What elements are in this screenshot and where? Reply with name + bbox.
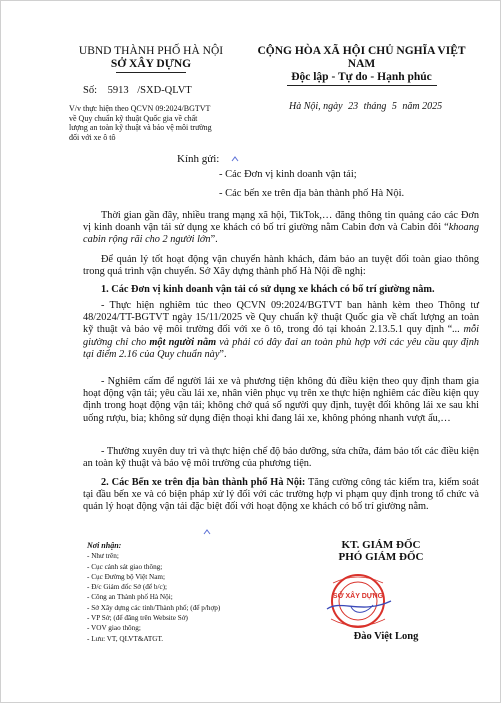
subject-line: về Quy chuẩn kỹ thuật Quốc gia về chất	[69, 113, 198, 123]
section-1-title: 1. Các Đơn vị kinh doanh vận tải có sử dụng xe khách có bố trí giường nằm.	[101, 284, 435, 295]
footer-recipient: - Cục cảnh sát giao thông;	[87, 562, 163, 571]
doc-number-label: Số:	[83, 85, 98, 96]
org-city: UBND THÀNH PHỐ HÀ NỘI	[78, 45, 224, 57]
recipients-footer	[87, 541, 287, 644]
signature-title: KT. GIÁM ĐỐC	[341, 539, 421, 551]
issuing-organization	[61, 45, 241, 73]
section-1-paragraph: - Nghiêm cấm để người lái xe và phương tiện không đủ điều kiện theo quy định tham gia hoạt động vận tải; yêu cầu lái xe, nhân viên phục vụ trên xe thực hiện nghiêm các điều kiện quy định trong hoạt động vận tải; không chở quá số người quy định, tuyệt đối không lái xe sau khi uống rượu, bia; không sử dụng điện thoại khi đang lái xe, không phóng nhanh vượt ẩu,…	[83, 376, 479, 424]
recipients-footer-label: Nơi nhận:	[87, 541, 122, 550]
date-place: Hà Nội, ngày	[289, 101, 343, 112]
recipient-item: - Các bến xe trên địa bàn thành phố Hà Nội.	[219, 188, 405, 199]
date-day: 23	[348, 101, 359, 112]
footer-recipient: - VP Sở; (để đăng trên Website Sở)	[87, 614, 188, 623]
doc-number-value: 5913	[107, 85, 129, 96]
body-paragraph-intro: Thời gian gần đây, nhiều trang mạng xã hội, TikTok,… đăng thông tin quảng cáo các Đơn vị kinh doanh vận tải sử dụng xe khách có bố trí giường nằm Cabin đơn và Cabin đôi “khoang cabin rộng rãi cho 2 người lớn”.	[83, 210, 479, 246]
subject-line: đối với xe ô tô	[69, 132, 116, 142]
org-department: SỞ XÂY DỰNG	[110, 58, 192, 70]
signer-name: Đào Việt Long	[353, 631, 419, 642]
annotation-mark-icon	[203, 528, 211, 536]
footer-recipient: - Cục Đường bộ Việt Nam;	[87, 572, 165, 581]
motto-underline	[287, 85, 437, 86]
signature-block	[301, 539, 461, 563]
org-underline	[116, 72, 186, 73]
recipients-label: Kính gửi:	[177, 153, 220, 165]
emphasis-text: một người nằm	[149, 336, 217, 348]
subject-line: V/v thực hiện theo QCVN 09:2024/BGTVT	[69, 104, 211, 113]
section-1-paragraph: - Thực hiện nghiêm túc theo QCVN 09:2024/BGTVT ban hành kèm theo Thông tư 48/2024/TT-BGTVT ngày 15/11/2025 về Quy chuẩn kỹ thuật Quốc gia về chất lượng an toàn kỹ thuật và bảo vệ môi trường đối với xe ô tô, trong đó tại khoản 2.13.5.1 quy định “... mỗi giường chỉ cho một người nằm và phải có dây đai an toàn phù hợp với các yêu cầu quy định tại điểm 2.16 của Quy chuẩn này”.	[83, 300, 479, 360]
document-date	[289, 101, 442, 112]
nation-motto: Độc lập - Tự do - Hạnh phúc	[291, 71, 432, 83]
footer-recipient: - Công an Thành phố Hà Nội;	[87, 593, 173, 602]
doc-number-suffix: /SXD-QLVT	[137, 85, 192, 96]
date-month-label: tháng	[363, 101, 387, 112]
footer-recipient: - Đ/c Giám đốc Sở (để b/c);	[87, 583, 168, 592]
body-paragraph-request: Để quản lý tốt hoạt động vận chuyển hành khách, đảm bảo an tuyệt đối toàn giao thông trong quá trình vận chuyển. Sở Xây dựng thành phố Hà Nội đề nghị:	[83, 254, 479, 278]
subject-line: lượng an toàn kỹ thuật và bảo vệ môi trường	[69, 123, 212, 132]
official-stamp-icon	[321, 571, 395, 631]
quote-text: khoang cabin rộng rãi cho 2 người lớn	[83, 222, 479, 246]
footer-recipient: - Như trên;	[87, 552, 119, 561]
footer-recipient: - Sở Xây dựng các tỉnh/Thành phố; (để p/hợp)	[87, 603, 221, 612]
document-number	[83, 85, 192, 96]
date-month: 5	[391, 101, 397, 112]
stamp-text: SỞ XÂY DỰNG	[332, 593, 384, 600]
annotation-mark-icon	[231, 155, 239, 163]
section-2-title: 2. Các Bến xe trên địa bàn thành phố Hà Nội:	[101, 477, 306, 488]
nation-name: CỘNG HÒA XÃ HỘI CHỦ NGHĨA VIỆT NAM	[257, 45, 466, 70]
date-year: năm 2025	[402, 101, 443, 112]
signature-position: PHÓ GIÁM ĐỐC	[338, 551, 424, 563]
recipient-item: - Các Đơn vị kinh doanh vận tải;	[219, 169, 357, 180]
section-2-paragraph: 2. Các Bến xe trên địa bàn thành phố Hà Nội: Tăng cường công tác kiểm tra, kiểm soát tại đầu bến xe và có biện pháp xử lý đối với các trường hợp vi phạm quy định trong tổ chức và quản lý hoạt động vận tải đặc biệt đối với hoạt động xe khách có bố trí giường nằm.	[83, 477, 479, 513]
national-motto	[249, 45, 474, 86]
footer-recipient: - VOV giao thông;	[87, 624, 141, 633]
section-1-paragraph: - Thường xuyên duy trì và thực hiện chế độ bảo dưỡng, sửa chữa, đảm bảo tốt các điều kiện an toàn kỹ thuật và bảo vệ môi trường của phương tiện.	[83, 446, 480, 470]
document-subject	[69, 104, 269, 142]
footer-recipient: - Lưu: VT, QLVT&ATGT.	[87, 634, 164, 643]
